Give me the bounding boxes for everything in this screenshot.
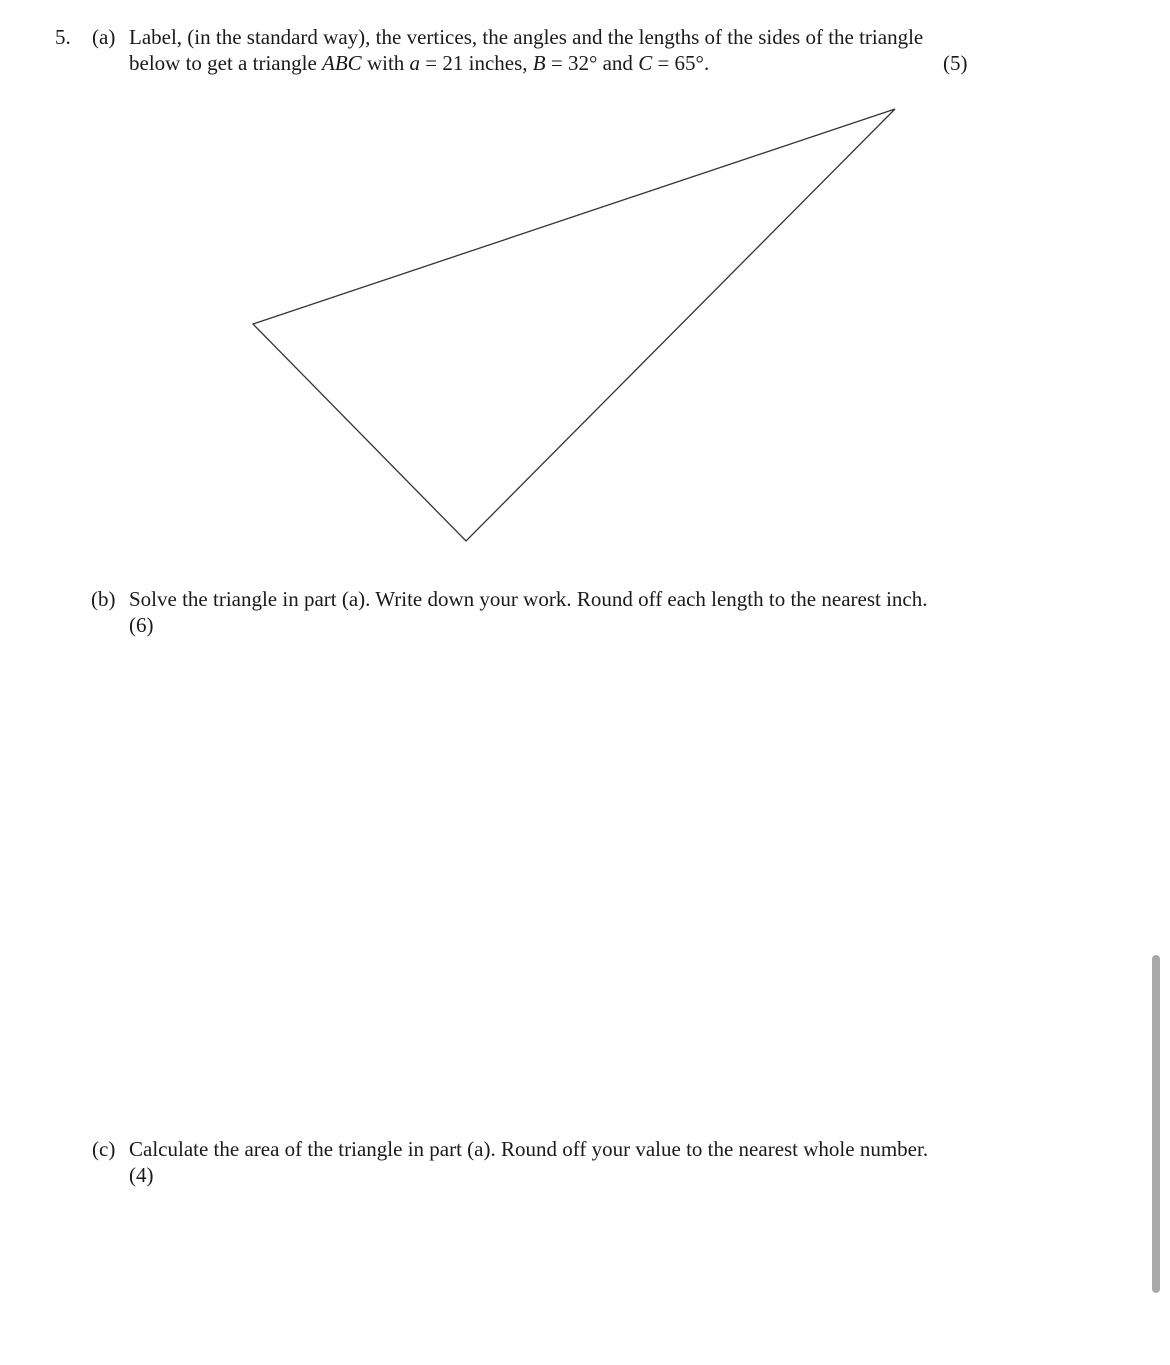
- part-b-text: Solve the triangle in part (a). Write down your work. Round off each length to the nearest inch.: [129, 587, 928, 611]
- triangle-outline: [253, 109, 895, 541]
- part-b-marks: (6): [129, 613, 154, 637]
- part-a-text-line2: [129, 50, 709, 76]
- eq-C: = 65°.: [652, 51, 710, 75]
- part-a-marks: (5): [943, 51, 968, 75]
- part-a-text-line1: Label, (in the standard way), the vertices, the angles and the lengths of the sides of the triangle: [129, 25, 924, 49]
- var-B: B: [532, 51, 546, 75]
- var-C: C: [638, 51, 653, 75]
- var-a: a: [409, 51, 421, 75]
- triangle-name: ABC: [322, 51, 362, 75]
- part-c-marks: (4): [129, 1163, 154, 1187]
- with-text: with: [361, 51, 410, 75]
- part-c-label: (c): [92, 1137, 116, 1161]
- part-b-label: (b): [91, 587, 116, 611]
- part-a-line2-prefix: below to get a triangle: [129, 51, 323, 75]
- question-number: 5.: [55, 25, 71, 49]
- part-a-label: (a): [92, 25, 116, 49]
- eq-a: = 21 inches,: [420, 51, 533, 75]
- vertical-scrollbar[interactable]: [1152, 955, 1160, 1293]
- part-c-text: Calculate the area of the triangle in part (a). Round off your value to the nearest whole number.: [129, 1137, 929, 1161]
- eq-B: = 32° and: [545, 51, 639, 75]
